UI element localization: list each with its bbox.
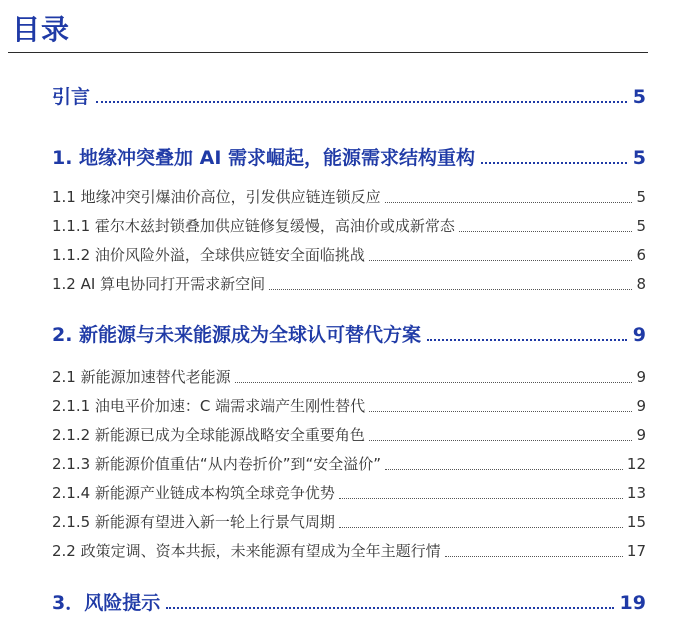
toc-leader-dots	[166, 606, 613, 609]
toc-entry-section-2-1-3[interactable]	[52, 453, 646, 474]
toc-entry-page-number: 19	[619, 592, 646, 614]
toc-entry-section-1-2[interactable]	[52, 273, 646, 294]
table-of-contents	[52, 0, 646, 643]
toc-entry-section-2[interactable]	[52, 320, 646, 347]
toc-leader-dots	[385, 201, 633, 203]
toc-entry-page-number: 5	[632, 147, 646, 169]
toc-leader-dots	[235, 381, 633, 383]
toc-entry-page-number: 9	[636, 368, 646, 386]
toc-leader-dots	[339, 497, 623, 499]
toc-leader-dots	[369, 439, 633, 441]
toc-entry-section-1[interactable]	[52, 143, 646, 170]
toc-leader-dots	[339, 526, 623, 528]
toc-leader-dots	[269, 288, 632, 290]
toc-entry-section-1-1-2[interactable]	[52, 244, 646, 265]
toc-entry-section-2-1[interactable]	[52, 366, 646, 387]
toc-entry-section-2-1-4[interactable]	[52, 482, 646, 503]
toc-leader-dots	[369, 410, 632, 412]
toc-leader-dots	[445, 555, 623, 557]
toc-entry-label: 1.1.1 霍尔木兹封锁叠加供应链修复缓慢，高油价或成新常态	[52, 217, 455, 235]
page-title: 目录	[12, 13, 71, 46]
toc-entry-page-number: 12	[626, 455, 646, 473]
toc-entry-page-number: 13	[626, 484, 646, 502]
toc-entry-label: 1.1.2 油价风险外溢，全球供应链安全面临挑战	[52, 246, 365, 264]
toc-entry-label: 2.1.3 新能源价值重估“从内卷折价”到“安全溢价”	[52, 455, 382, 473]
toc-entry-label: 2.1.4 新能源产业链成本构筑全球竞争优势	[52, 484, 335, 502]
toc-entry-label: 2. 新能源与未来能源成为全球认可替代方案	[52, 324, 422, 346]
toc-entry-label: 2.1.2 新能源已成为全球能源战略安全重要角色	[52, 426, 365, 444]
toc-entry-section-1-1-1[interactable]	[52, 215, 646, 236]
toc-entry-page-number: 8	[636, 275, 646, 293]
toc-entry-page-number: 9	[636, 397, 646, 415]
toc-entry-label: 2.1 新能源加速替代老能源	[52, 368, 231, 386]
toc-entry-page-number: 9	[632, 324, 646, 346]
toc-leader-dots	[385, 468, 623, 470]
toc-entry-section-1-1[interactable]	[52, 186, 646, 207]
toc-entry-label: 2.1.5 新能源有望进入新一轮上行景气周期	[52, 513, 335, 531]
toc-entry-page-number: 5	[636, 217, 646, 235]
toc-leader-dots	[427, 338, 627, 341]
toc-entry-section-3[interactable]	[52, 588, 646, 615]
toc-leader-dots	[96, 100, 627, 103]
toc-entry-label: 2.1.1 油电平价加速：C 端需求端产生刚性替代	[52, 397, 366, 415]
toc-entry-section-2-1-5[interactable]	[52, 511, 646, 532]
toc-entry-label: 3．风险提示	[52, 592, 161, 614]
toc-entry-label: 1.2 AI 算电协同打开需求新空间	[52, 275, 266, 293]
toc-leader-dots	[459, 230, 633, 232]
toc-leader-dots	[481, 161, 627, 164]
toc-entry-label: 1. 地缘冲突叠加 AI 需求崛起，能源需求结构重构	[52, 147, 476, 169]
toc-entry-section-2-1-1[interactable]	[52, 395, 646, 416]
toc-entry-page-number: 6	[636, 246, 646, 264]
toc-entry-section-2-1-2[interactable]	[52, 424, 646, 445]
toc-entry-page-number: 9	[636, 426, 646, 444]
toc-entry-page-number: 5	[636, 188, 646, 206]
toc-entry-label: 1.1 地缘冲突引爆油价高位，引发供应链连锁反应	[52, 188, 381, 206]
toc-entry-page-number: 15	[626, 513, 646, 531]
toc-leader-dots	[369, 259, 633, 261]
toc-entry-section-2-2[interactable]	[52, 540, 646, 561]
toc-entry-label: 引言	[52, 86, 91, 108]
toc-entry-introduction[interactable]	[52, 82, 646, 109]
toc-entry-label: 2.2 政策定调、资本共振，未来能源有望成为全年主题行情	[52, 542, 441, 560]
toc-entry-page-number: 5	[632, 86, 646, 108]
toc-entry-page-number: 17	[626, 542, 646, 560]
